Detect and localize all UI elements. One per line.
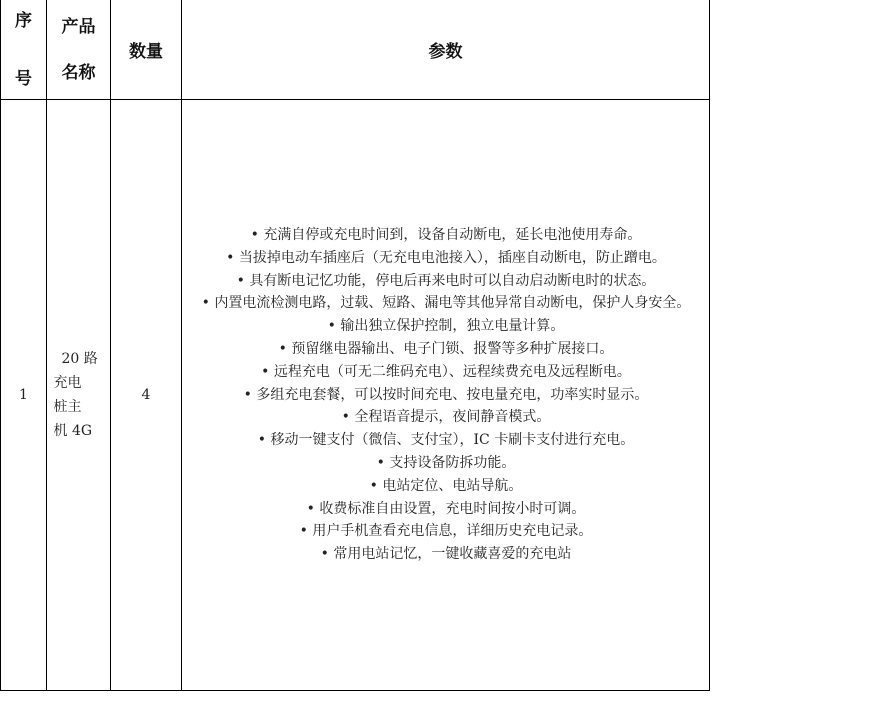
param-item: • 用户手机查看充电信息，详细历史充电记录。 — [299, 523, 593, 540]
row1-product-name — [47, 100, 110, 690]
header-parameters: 参数 — [428, 42, 463, 62]
param-item: • 电站定位、电站导航。 — [369, 477, 523, 494]
param-item: • 输出独立保护控制，独立电量计算。 — [327, 318, 565, 335]
param-item: • 支持设备防拆功能。 — [376, 454, 516, 471]
row1-name-line2: 充电 — [53, 375, 82, 391]
header-seq — [1, 0, 46, 99]
row1-quantity: 4 — [141, 387, 151, 403]
param-item: • 多组充电套餐，可以按时间充电、按电量充电，功率实时显示。 — [243, 386, 649, 403]
row1-name-line4: 机 4G — [53, 423, 93, 439]
param-item: • 常用电站记忆，一键收藏喜爱的充电站 — [320, 546, 572, 563]
row1-name-line3: 桩主 — [53, 399, 82, 415]
param-item: • 移动一键支付（微信、支付宝），IC 卡刷卡支付进行充电。 — [257, 432, 635, 449]
param-item: • 充满自停或充电时间到，设备自动断电，延长电池使用寿命。 — [250, 227, 642, 244]
header-seq-line2: 号 — [15, 68, 32, 89]
param-item: • 远程充电（可无二维码充电）、远程续费充电及远程断电。 — [261, 363, 631, 380]
param-item: • 内置电流检测电路，过载、短路、漏电等其他异常自动断电，保护人身安全。 — [201, 295, 691, 312]
header-quantity: 数量 — [129, 42, 163, 62]
header-seq-line1: 序 — [15, 10, 32, 31]
param-item: • 当拔掉电动车插座后（无充电电池接入），插座自动断电，防止蹭电。 — [226, 249, 666, 266]
header-product-name — [47, 0, 110, 99]
param-item: • 具有断电记忆功能，停电后再来电时可以自动启动断电时的状态。 — [236, 272, 656, 289]
row1-name-line1: 20 路 — [61, 351, 98, 367]
param-item: • 收费标准自由设置，充电时间按小时可调。 — [306, 500, 586, 517]
row1-parameters — [182, 100, 710, 690]
param-item: • 全程语音提示，夜间静音模式。 — [341, 409, 551, 426]
param-item: • 预留继电器输出、电子门锁、报警等多种扩展接口。 — [278, 341, 614, 357]
row1-seq: 1 — [19, 387, 28, 403]
header-name-line2: 名称 — [61, 62, 96, 83]
table-border-bottom — [0, 690, 710, 691]
header-name-line1: 产品 — [61, 16, 96, 37]
